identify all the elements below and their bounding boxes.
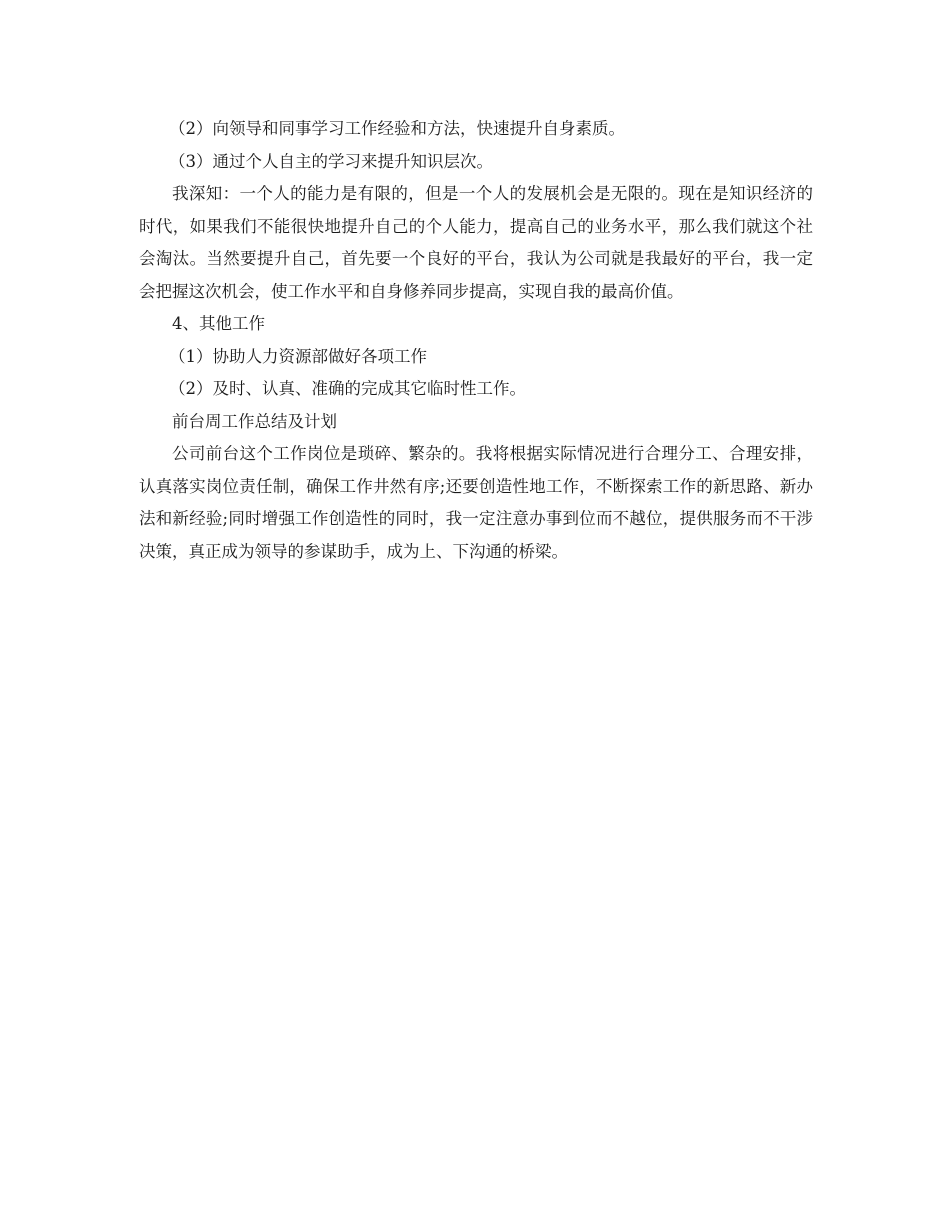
section-heading-weekly-summary: 前台周工作总结及计划 xyxy=(172,411,337,431)
list-item-self-study: （3）通过个人自主的学习来提升知识层次。 xyxy=(169,151,493,171)
list-item-assist-hr: （1）协助人力资源部做好各项工作 xyxy=(169,346,427,366)
list-item-learn-from-colleagues: （2）向领导和同事学习工作经验和方法，快速提升自身素质。 xyxy=(169,119,625,138)
document-body xyxy=(139,113,813,568)
section-heading-other-work: 4、其他工作 xyxy=(172,314,265,333)
paragraph-self-improvement: 我深知：一个人的能力是有限的，但是一个人的发展机会是无限的。现在是知识经济的时代，如果我们不能很快地提升自己的个人能力，提高自己的业务水平，那么我们就这个社会淘汰。当然要提升自己，首先要一个良好的平台，我认为公司就是我最好的平台，我一定会把握这次机会，使工作水平和自身修养同步提高，实现自我的最高价值。 xyxy=(139,184,813,301)
list-item-temporary-tasks: （2）及时、认真、准确的完成其它临时性工作。 xyxy=(169,379,526,398)
paragraph-front-desk-plan: 公司前台这个工作岗位是琐碎、繁杂的。我将根据实际情况进行合理分工、合理安排，认真落实岗位责任制，确保工作井然有序;还要创造性地工作，不断探索工作的新思路、新办法和新经验;同时增强工作创造性的同时，我一定注意办事到位而不越位，提供服务而不干涉决策，真正成为领导的参谋助手，成为上、下沟通的桥梁。 xyxy=(139,444,813,561)
